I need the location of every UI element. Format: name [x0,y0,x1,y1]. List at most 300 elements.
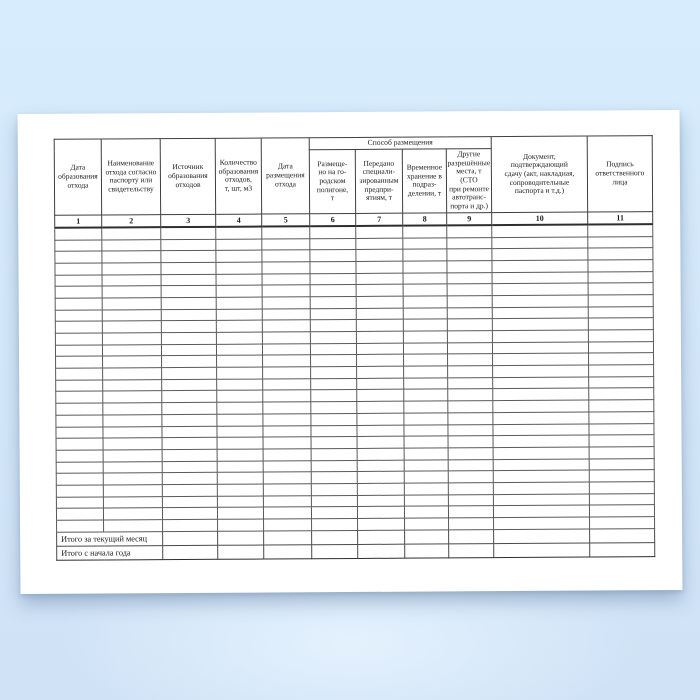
empty-cell [589,458,654,470]
empty-cell [310,320,356,332]
empty-cell [102,298,161,310]
empty-cell [448,506,493,518]
empty-cell [311,402,357,414]
empty-cell [493,505,589,517]
empty-cell [262,250,310,262]
empty-cell [588,248,653,260]
empty-cell [357,471,404,483]
empty-cell [310,226,356,238]
empty-cell [56,462,103,474]
total-cell [218,545,264,559]
empty-cell [55,228,102,240]
empty-cell [162,356,217,368]
header-temporary-storage: Временное хранение в подраз- делении, т [402,149,446,213]
header-placement-method-group: Способ размещения [309,137,491,150]
empty-cell [263,484,311,496]
empty-cell [55,310,102,322]
empty-cell [404,506,448,518]
empty-cell [161,286,216,298]
empty-cell [56,473,103,485]
empty-cell [589,353,654,365]
empty-cell [161,251,216,263]
empty-cell [492,330,588,342]
header-specialized-enterprises: Передано специали- зированным предпри- ятиям, т [355,149,402,213]
empty-cell [103,426,162,438]
empty-cell [310,343,356,355]
empty-cell [217,449,263,461]
total-cell [449,529,494,543]
empty-cell [493,435,589,447]
empty-cell [356,261,403,273]
empty-cell [589,447,654,459]
empty-cell [448,494,493,506]
empty-cell [161,309,216,321]
empty-cell [589,482,654,494]
empty-cell [404,424,448,436]
empty-cell [404,495,448,507]
empty-cell [217,437,263,449]
empty-cell [162,473,217,485]
empty-cell [311,390,357,402]
empty-cell [103,508,162,520]
empty-cell [493,412,589,424]
column-number: 3 [161,214,216,227]
empty-cell [103,450,162,462]
empty-cell [356,296,403,308]
header-placement-date: Дата размещения отхода [261,138,309,214]
empty-cell [588,318,653,330]
empty-cell [404,401,448,413]
empty-cell [589,376,654,388]
total-year-to-date-label: Итого с начала года [57,545,163,560]
empty-cell [447,342,492,354]
empty-cell [403,284,447,296]
empty-cell [56,508,103,520]
total-cell [590,542,655,556]
empty-cell [448,436,493,448]
empty-cell [448,424,493,436]
empty-cell [590,517,655,529]
empty-cell [447,237,492,249]
empty-cell [56,415,103,427]
total-cell [405,544,449,558]
empty-cell [217,379,263,391]
empty-cell [447,319,492,331]
empty-cell [102,227,161,239]
empty-cell [103,461,162,473]
empty-cell [162,391,217,403]
empty-cell [162,402,217,414]
empty-cell [310,296,356,308]
empty-cell [311,355,357,367]
total-cell [494,543,590,558]
empty-cell [102,286,161,298]
empty-cell [102,263,161,275]
empty-cell [162,367,217,379]
empty-cell [494,517,590,529]
empty-cell [492,283,588,295]
empty-cell [56,450,103,462]
empty-cell [263,414,311,426]
empty-cell [493,377,589,389]
empty-cell [103,473,162,485]
empty-cell [311,507,357,519]
total-cell [264,544,312,558]
empty-cell [216,344,262,356]
empty-cell [403,343,447,355]
empty-cell [262,320,310,332]
empty-cell [311,472,357,484]
column-number: 7 [356,213,403,226]
column-number: 6 [310,213,356,226]
empty-cell [357,460,404,472]
empty-cell [492,237,588,249]
column-number: 5 [262,214,310,227]
empty-cell [492,260,588,272]
empty-cell [588,341,653,353]
empty-cell [447,307,492,319]
empty-cell [102,239,161,251]
empty-cell [56,380,103,392]
empty-cell [357,366,404,378]
empty-cell [311,367,357,379]
empty-cell [403,272,447,284]
empty-cell [493,400,589,412]
empty-cell [492,342,588,354]
empty-cell [311,495,357,507]
empty-cell [403,249,447,261]
empty-cell [356,238,403,250]
empty-cell [216,250,262,262]
empty-cell [493,459,589,471]
empty-cell [216,274,262,286]
empty-cell [56,485,103,497]
empty-cell [263,449,311,461]
empty-cell [56,391,103,403]
empty-cell [163,519,218,531]
empty-cell [162,438,217,450]
empty-cell [311,483,357,495]
empty-cell [216,309,262,321]
empty-cell [56,356,103,368]
empty-cell [103,391,162,403]
empty-cell [588,306,653,318]
empty-cell [588,260,653,272]
empty-cell [216,285,262,297]
empty-cell [493,482,589,494]
empty-cell [448,389,493,401]
empty-cell [162,449,217,461]
empty-cell [162,484,217,496]
column-number: 2 [102,214,161,227]
empty-cell [449,518,494,530]
empty-cell [588,330,653,342]
empty-cell [447,261,492,273]
empty-cell [310,308,356,320]
paper-sheet [18,110,683,594]
empty-cell [448,377,493,389]
empty-cell [102,251,161,263]
empty-cell [102,333,161,345]
empty-cell [161,321,216,333]
empty-cell [588,295,653,307]
total-cell [163,545,218,559]
empty-cell [310,261,356,273]
empty-cell [162,426,217,438]
empty-cell [447,296,492,308]
empty-cell [448,483,493,495]
empty-cell [55,251,102,263]
empty-cell [447,272,492,284]
empty-cell [161,332,216,344]
empty-cell [589,505,654,517]
empty-cell [217,472,263,484]
empty-cell [162,461,217,473]
empty-cell [216,320,262,332]
empty-cell [357,378,404,390]
empty-cell [55,286,102,298]
empty-cell [262,343,310,355]
empty-cell [493,365,589,377]
empty-cell [493,388,589,400]
empty-cell [404,483,448,495]
empty-cell [217,484,263,496]
empty-cell [263,378,311,390]
empty-cell [217,426,263,438]
empty-cell [589,423,654,435]
empty-cell [403,331,447,343]
empty-cell [356,331,403,343]
empty-cell [310,285,356,297]
empty-cell [262,227,310,239]
empty-cell [56,403,103,415]
empty-cell [216,262,262,274]
empty-cell [404,448,448,460]
waste-journal-table [54,135,656,560]
empty-cell [217,402,263,414]
header-waste-source: Источник образования отходов [160,138,215,214]
empty-cell [357,448,404,460]
empty-cell [589,435,654,447]
empty-cell [403,296,447,308]
empty-cell [405,518,449,530]
header-city-landfill: Размеще- но на го- родском полигоне, т [309,149,355,213]
empty-cell [55,321,102,333]
empty-cell [404,459,448,471]
empty-cell [493,424,589,436]
empty-cell [311,460,357,472]
header-other-permitted-places: Другие разрешённые места, т (СТО при ремонте автотранс- порта и др.) [446,149,491,213]
empty-cell [162,496,217,508]
empty-cell [492,295,588,307]
empty-cell [162,414,217,426]
empty-cell [56,427,103,439]
empty-cell [262,332,310,344]
empty-cell [56,497,103,509]
empty-cell [356,249,403,261]
empty-cell [310,273,356,285]
empty-cell [404,436,448,448]
empty-cell [357,355,404,367]
empty-cell [589,493,654,505]
empty-cell [161,227,216,239]
empty-cell [263,507,311,519]
empty-cell [357,483,404,495]
empty-cell [311,437,357,449]
empty-cell [103,368,162,380]
empty-cell [263,425,311,437]
empty-cell [264,519,312,531]
empty-cell [448,366,493,378]
empty-cell [493,494,589,506]
empty-cell [217,414,263,426]
empty-cell [104,520,163,532]
empty-cell [357,425,404,437]
empty-cell [357,413,404,425]
empty-cell [262,285,310,297]
empty-cell [55,263,102,275]
total-cell [163,531,218,545]
empty-cell [216,239,262,251]
total-cell [590,528,655,542]
empty-cell [404,471,448,483]
empty-cell [102,274,161,286]
table-footer [57,528,655,560]
empty-cell [103,438,162,450]
table-body [55,224,655,532]
empty-cell [403,226,447,238]
empty-cell [403,237,447,249]
empty-cell [404,354,448,366]
empty-cell [358,518,405,530]
empty-cell [103,485,162,497]
column-number: 9 [447,212,492,225]
empty-cell [357,390,404,402]
empty-cell [161,297,216,309]
total-cell [312,544,358,558]
empty-cell [55,240,102,252]
empty-cell [310,238,356,250]
empty-cell [262,238,310,250]
empty-cell [102,309,161,321]
column-number: 1 [55,215,102,228]
empty-cell [263,390,311,402]
empty-cell [448,459,493,471]
empty-cell [492,248,588,260]
empty-cell [310,250,356,262]
empty-cell [262,308,310,320]
empty-cell [404,366,448,378]
total-year-to-date-row [57,542,655,560]
empty-cell [55,298,102,310]
empty-cell [447,284,492,296]
empty-cell [217,461,263,473]
empty-cell [311,425,357,437]
empty-cell [356,319,403,331]
empty-cell [447,225,492,237]
empty-cell [218,519,264,531]
empty-cell [357,495,404,507]
empty-cell [492,307,588,319]
empty-cell [263,402,311,414]
empty-cell [448,401,493,413]
empty-cell [403,261,447,273]
header-waste-name: Наименование отхода согласно паспорту или свидетельству [101,139,160,215]
empty-cell [356,284,403,296]
empty-cell [57,520,104,532]
empty-cell [404,413,448,425]
empty-cell [311,448,357,460]
empty-cell [356,308,403,320]
empty-cell [492,225,588,237]
empty-cell [56,438,103,450]
empty-cell [103,414,162,426]
empty-cell [357,401,404,413]
empty-cell [161,274,216,286]
empty-cell [102,344,161,356]
empty-cell [217,390,263,402]
total-cell [405,530,449,544]
empty-cell [493,447,589,459]
empty-cell [493,353,589,365]
empty-cell [403,308,447,320]
empty-cell [356,226,403,238]
column-number: 8 [403,213,447,226]
table-header [54,136,653,228]
empty-cell [103,496,162,508]
empty-cell [103,356,162,368]
empty-cell [217,507,263,519]
empty-cell [589,411,654,423]
empty-cell [216,332,262,344]
empty-cell [263,367,311,379]
empty-cell [161,262,216,274]
empty-cell [447,331,492,343]
empty-cell [311,378,357,390]
empty-cell [262,273,310,285]
empty-cell [263,460,311,472]
empty-cell [56,368,103,380]
empty-cell [356,273,403,285]
empty-cell [217,367,263,379]
empty-cell [310,331,356,343]
empty-cell [216,297,262,309]
empty-cell [263,437,311,449]
empty-cell [162,508,217,520]
empty-cell [589,470,654,482]
total-cell [494,529,590,544]
empty-cell [357,436,404,448]
column-number: 4 [216,214,262,227]
total-cell [264,530,312,544]
total-cell [449,543,494,557]
empty-cell [161,344,216,356]
empty-cell [589,388,654,400]
empty-cell [448,448,493,460]
empty-cell [589,365,654,377]
empty-cell [492,318,588,330]
empty-cell [404,378,448,390]
total-cell [358,530,405,544]
empty-cell [447,249,492,261]
empty-cell [216,227,262,239]
empty-cell [263,355,311,367]
empty-cell [404,389,448,401]
empty-cell [162,379,217,391]
empty-cell [448,412,493,424]
empty-cell [588,224,653,236]
empty-cell [588,283,653,295]
